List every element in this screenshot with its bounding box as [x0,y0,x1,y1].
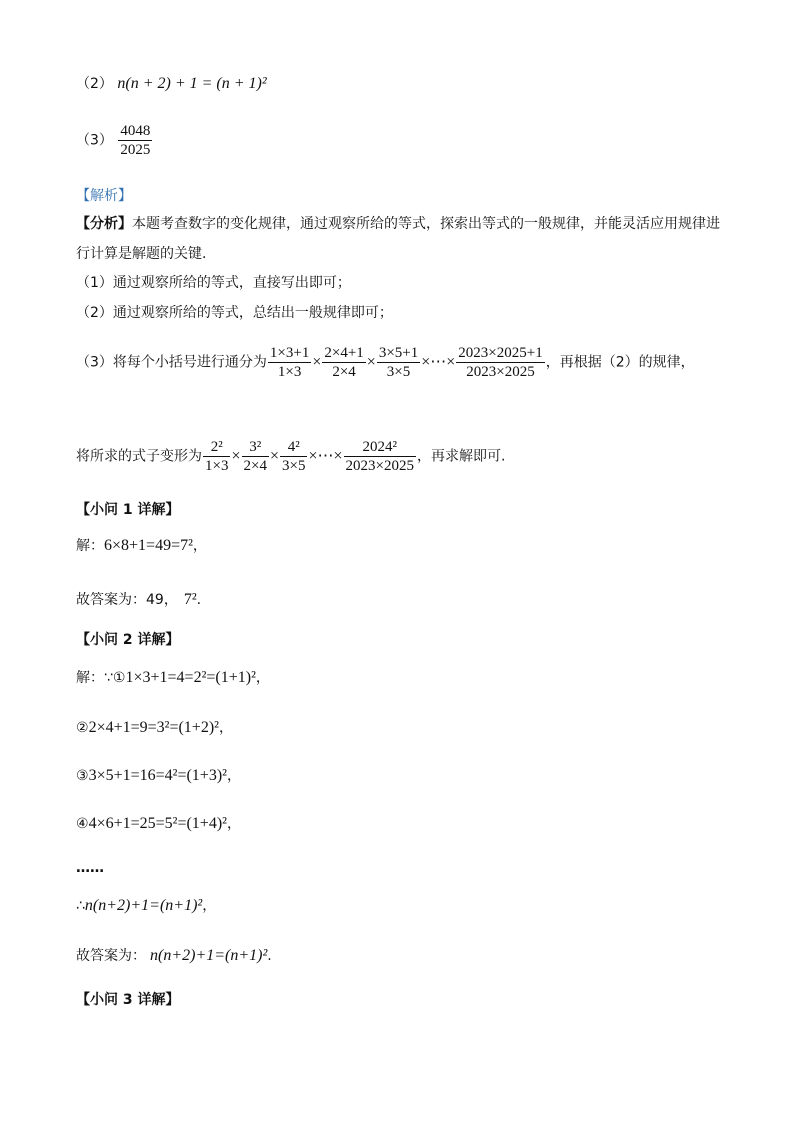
step-4-fraction [280,438,307,475]
step-4-suffix: ，再求解即可. [416,448,506,465]
q2-general-end: ， [202,898,217,914]
q2-ans-expr: n(n+2)+1=(n+1)² [150,947,268,964]
q2-row-4 [76,814,241,834]
q2-row-2 [76,718,233,738]
fraction-denominator: 2025 [120,142,151,158]
q3-title: 【小问 3 详解】 [76,992,180,1008]
step-3-prefix: （3）将每个小括号进行通分为 [76,354,267,371]
times-dots-sign: ×⋯× [421,353,456,371]
step-4-prefix: 将所求的式子变形为 [76,448,202,465]
circled-number: ④ [76,816,89,832]
q2-row-end: ， [218,720,233,736]
step-3-fraction [268,344,311,381]
fraction-denominator: 1×3 [205,458,229,474]
q2-row-1 [76,668,270,688]
times-dots-sign: ×⋯× [308,447,343,465]
step-3-fraction [456,344,544,381]
q2-sol-prefix: 解：∵ [76,670,113,686]
q2-general [76,896,216,916]
fraction-numerator: 3² [249,439,262,455]
q2-row-3 [76,766,241,786]
analysis-step-2: （2）通过观察所给的等式，总结出一般规律即可； [76,305,393,321]
analysis-step-4 [76,438,505,475]
fraction-numerator: 2×4+1 [324,345,364,361]
fraction-denominator: 3×5 [377,362,420,381]
fraction-denominator: 2×4 [322,362,365,381]
fraction-denominator: 2×4 [243,458,267,474]
q2-row-end: ， [226,768,241,784]
step-4-fraction [203,438,230,475]
analysis-tag: 【分析】 [76,216,132,232]
q2-ans-prefix: 故答案为： [76,948,146,964]
q2-ans-end: . [267,948,272,964]
q1-ans-end: . [196,592,202,608]
fraction-numerator: 4048 [120,123,151,139]
q2-row-expr: 4×6+1=25=5²=(1+4)² [88,815,227,832]
q1-solution [76,536,207,556]
q1-answer [76,590,201,610]
times-sign: × [312,353,322,371]
times-sign: × [231,447,241,465]
analysis-text-1: 本题考查数字的变化规律，通过观察所给的等式，探索出等式的一般规律，并能灵活应用规律进 [132,216,720,232]
step-4-fraction [344,438,416,475]
analysis-text-2: 行计算是解题的关键. [76,246,207,262]
q1-sol-end: ， [192,538,207,554]
analysis-step-3 [76,344,695,381]
step-4-fraction [242,438,269,475]
jiexi-heading: 【解析】 [76,188,132,204]
step-3-fraction [377,344,420,381]
circled-number: ② [76,720,89,736]
circled-number: ① [112,670,126,686]
therefore-icon: ∴ [76,898,85,914]
step-3-suffix: ，再根据（2）的规律， [545,354,695,371]
q2-row-expr: 1×3+1=4=2²=(1+1)² [125,669,256,686]
q2-answer [76,946,272,966]
analysis-step-1: （1）通过观察所给的等式，直接写出即可； [76,275,351,291]
answer-3-label: （3） [76,132,113,149]
fraction-numerator: 2² [210,439,223,455]
q2-general-expr: n(n+2)+1=(n+1)² [84,897,203,914]
analysis-line-1 [76,214,720,234]
answer-3-fraction [118,122,152,159]
q2-row-end: ， [226,816,241,832]
q1-sol-prefix: 解： [76,538,104,554]
step-3-fraction [322,344,365,381]
q2-row-end: ， [255,670,270,686]
fraction-numerator: 2024² [362,439,397,455]
q1-ans-prefix: 故答案为：49， [76,592,178,608]
fraction-denominator: 1×3 [268,362,311,381]
answer-2-expr: n(n + 2) + 1 = (n + 1)² [117,75,267,92]
q1-title: 【小问 1 详解】 [76,502,180,518]
q1-ans-expr: 7² [183,591,197,608]
fraction-numerator: 3×5+1 [378,345,419,361]
answer-2-label: （2） [76,76,113,92]
q2-title: 【小问 2 详解】 [76,632,180,648]
fraction-numerator: 4² [287,439,300,455]
q1-sol-expr: 6×8+1=49=7² [104,537,193,554]
circled-number: ③ [76,768,89,784]
fraction-denominator: 2023×2025 [456,362,544,381]
fraction-numerator: 2023×2025+1 [458,345,543,361]
fraction-denominator: 2023×2025 [345,458,414,474]
fraction-denominator: 3×5 [282,458,306,474]
q2-ellipsis: …… [76,860,104,876]
times-sign: × [366,353,376,371]
q2-row-expr: 2×4+1=9=3²=(1+2)² [88,719,219,736]
answer-3 [76,122,153,159]
answer-2 [76,74,267,94]
q2-row-expr: 3×5+1=16=4²=(1+3)² [88,767,227,784]
fraction-numerator: 1×3+1 [269,345,310,361]
times-sign: × [269,447,279,465]
